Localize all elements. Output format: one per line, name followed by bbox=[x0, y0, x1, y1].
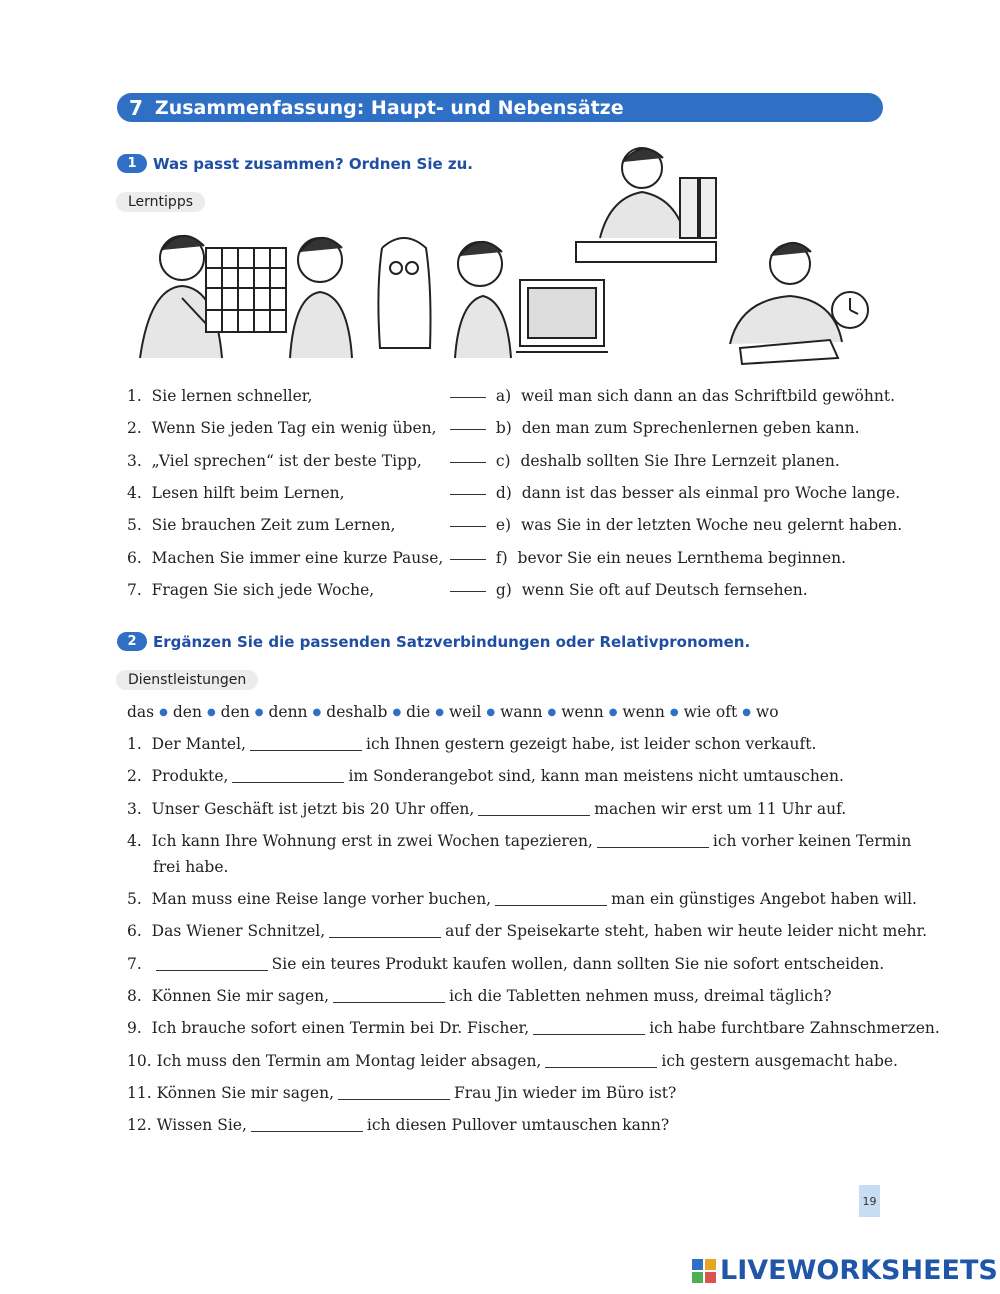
fill-gap[interactable] bbox=[329, 923, 441, 938]
sentence-row: 1. Der Mantel, ich Ihnen gestern gezeigt habe, ist leider schon verkauft. bbox=[127, 735, 817, 753]
sentence-row: 5. Man muss eine Reise lange vorher buchen, man ein günstiges Angebot haben will. bbox=[127, 890, 917, 908]
sentence-row: 9. Ich brauche sofort einen Termin bei Dr. Fischer, ich habe furchtbare Zahnschmerzen. bbox=[127, 1019, 940, 1037]
fill-gap[interactable] bbox=[156, 956, 268, 971]
task-2-instruction: Ergänzen Sie die passenden Satzverbindungen oder Relativpronomen. bbox=[153, 632, 751, 651]
match-left-item: 3. „Viel sprechen“ ist der beste Tipp, bbox=[127, 452, 422, 470]
match-left-item: 5. Sie brauchen Zeit zum Lernen, bbox=[127, 516, 396, 534]
man-thinking-figure bbox=[290, 238, 352, 358]
sentence-row: 8. Können Sie mir sagen, ich die Tabletten nehmen muss, dreimal täglich? bbox=[127, 987, 832, 1005]
match-right-item: g) wenn Sie oft auf Deutsch fernsehen. bbox=[450, 581, 808, 599]
match-right-item: c) deshalb sollten Sie Ihre Lernzeit planen. bbox=[450, 452, 840, 470]
section-title: Zusammenfassung: Haupt- und Nebensätze bbox=[154, 96, 624, 119]
match-right-item: a) weil man sich dann an das Schriftbild gewöhnt. bbox=[450, 387, 895, 405]
answer-blank[interactable] bbox=[450, 494, 486, 495]
sentence-row: 11. Können Sie mir sagen, Frau Jin wieder im Büro ist? bbox=[127, 1084, 677, 1102]
sentence-row: 7. Sie ein teures Produkt kaufen wollen, dann sollten Sie nie sofort entscheiden. bbox=[127, 955, 885, 973]
task-2-badge: 2 bbox=[117, 632, 147, 651]
sentence-row: 3. Unser Geschäft ist jetzt bis 20 Uhr offen, machen wir erst um 11 Uhr auf. bbox=[127, 800, 847, 818]
match-right-item: b) den man zum Sprechenlernen geben kann. bbox=[450, 419, 860, 437]
answer-blank[interactable] bbox=[450, 397, 486, 398]
alarm-clock bbox=[832, 292, 868, 328]
fill-gap[interactable] bbox=[495, 891, 607, 906]
sentence-row: 12. Wissen Sie, ich diesen Pullover umtauschen kann? bbox=[127, 1116, 670, 1134]
sentence-row: 2. Produkte, im Sonderangebot sind, kann man meistens nicht umtauschen. bbox=[127, 767, 844, 785]
fill-gap[interactable] bbox=[338, 1085, 450, 1100]
boy-writing-figure bbox=[730, 243, 842, 364]
learning-illustration bbox=[120, 138, 890, 370]
answer-blank[interactable] bbox=[450, 429, 486, 430]
man-tv-figure bbox=[455, 242, 511, 358]
match-left-item: 4. Lesen hilft beim Lernen, bbox=[127, 484, 345, 502]
task-1-instruction: Was passt zusammen? Ordnen Sie zu. bbox=[153, 154, 473, 173]
word-bank: das ● den ● den ● denn ● deshalb ● die ● weil ● wann ● wenn ● wenn ● wie oft ● wo bbox=[127, 703, 779, 721]
match-right-item: d) dann ist das besser als einmal pro Woche lange. bbox=[450, 484, 900, 502]
task-1-badge: 1 bbox=[117, 154, 147, 173]
match-left-item: 1. Sie lernen schneller, bbox=[127, 387, 313, 405]
sentence-row: 6. Das Wiener Schnitzel, auf der Speisekarte steht, haben wir heute leider nicht mehr. bbox=[127, 922, 928, 940]
match-left-item: 7. Fragen Sie sich jede Woche, bbox=[127, 581, 375, 599]
fill-gap[interactable] bbox=[533, 1020, 645, 1035]
fill-gap[interactable] bbox=[545, 1053, 657, 1068]
calendar-board bbox=[206, 248, 286, 332]
fill-gap[interactable] bbox=[478, 801, 590, 816]
answer-blank[interactable] bbox=[450, 591, 486, 592]
task-2-heading bbox=[117, 632, 750, 651]
answer-blank[interactable] bbox=[450, 559, 486, 560]
task-2-topic: Dienstleistungen bbox=[116, 670, 258, 690]
liveworksheets-logo bbox=[692, 1255, 998, 1286]
answer-blank[interactable] bbox=[450, 462, 486, 463]
page-number: 19 bbox=[859, 1185, 880, 1217]
match-right-item: f) bevor Sie ein neues Lernthema beginnen. bbox=[450, 549, 846, 567]
woman-glasses-figure bbox=[378, 238, 430, 348]
sentence-continuation: frei habe. bbox=[153, 858, 229, 876]
match-right-item: e) was Sie in der letzten Woche neu gelernt haben. bbox=[450, 516, 902, 534]
logo-icon bbox=[692, 1259, 716, 1283]
match-left-item: 2. Wenn Sie jeden Tag ein wenig üben, bbox=[127, 419, 437, 437]
sentence-row: 10. Ich muss den Termin am Montag leider absagen, ich gestern ausgemacht habe. bbox=[127, 1052, 898, 1070]
answer-blank[interactable] bbox=[450, 526, 486, 527]
fill-gap[interactable] bbox=[250, 736, 362, 751]
fill-gap[interactable] bbox=[232, 768, 344, 783]
match-left-item: 6. Machen Sie immer eine kurze Pause, bbox=[127, 549, 444, 567]
sentence-row: 4. Ich kann Ihre Wohnung erst in zwei Wochen tapezieren, ich vorher keinen Termin bbox=[127, 832, 912, 850]
section-header bbox=[117, 93, 883, 122]
section-number: 7 bbox=[129, 95, 143, 120]
logo-text: LIVEWORKSHEETS bbox=[720, 1255, 998, 1286]
fill-gap[interactable] bbox=[597, 833, 709, 848]
tv-screen bbox=[516, 280, 608, 352]
fill-gap[interactable] bbox=[251, 1117, 363, 1132]
task-1-topic: Lerntipps bbox=[116, 192, 205, 212]
man-reading-figure bbox=[576, 148, 716, 262]
fill-gap[interactable] bbox=[333, 988, 445, 1003]
